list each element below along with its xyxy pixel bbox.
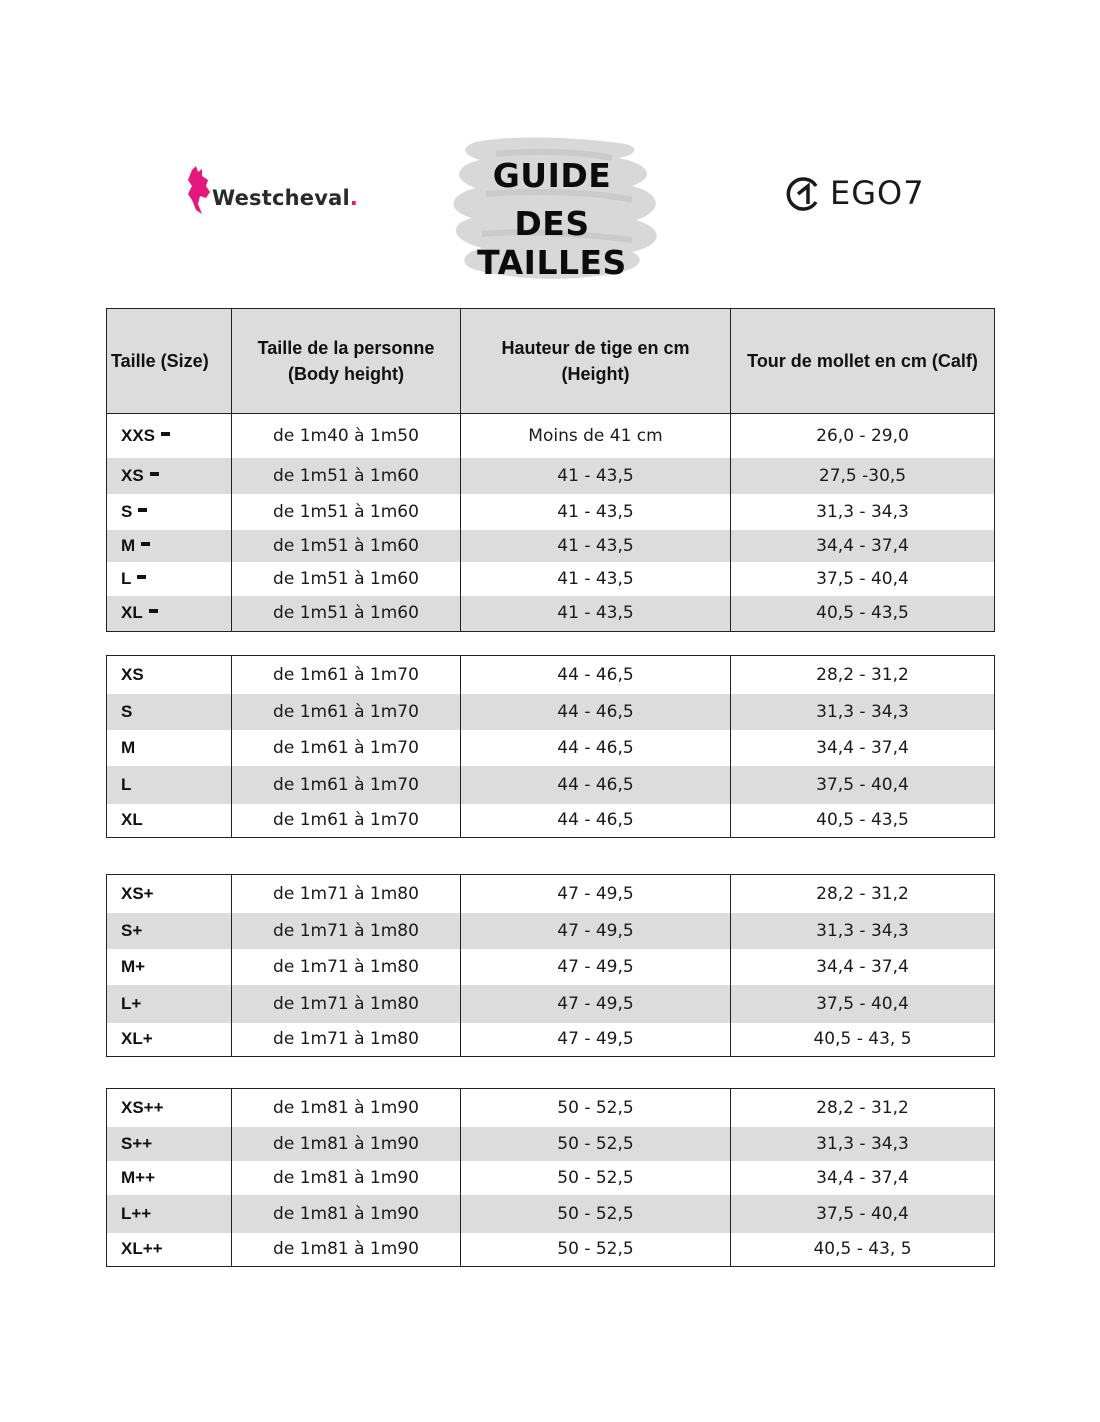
size-cell: S+ bbox=[107, 913, 232, 949]
size-table-group-3 bbox=[106, 874, 995, 1057]
size-cell: M+ bbox=[107, 949, 232, 985]
body-height-cell: de 1m71 à 1m80 bbox=[232, 875, 461, 913]
calf-cell: 34,4 - 37,4 bbox=[731, 730, 995, 766]
size-cell: XS bbox=[107, 656, 232, 694]
body-height-cell: de 1m81 à 1m90 bbox=[232, 1127, 461, 1161]
body-height-cell: de 1m51 à 1m60 bbox=[232, 596, 461, 632]
shaft-height-cell: 41 - 43,5 bbox=[461, 494, 731, 530]
westcheval-logo bbox=[186, 164, 359, 220]
table-row bbox=[107, 1233, 995, 1267]
shaft-height-cell: 44 - 46,5 bbox=[461, 656, 731, 694]
table-header-row bbox=[107, 309, 995, 414]
calf-cell: 31,3 - 34,3 bbox=[731, 913, 995, 949]
shaft-height-cell: 41 - 43,5 bbox=[461, 530, 731, 562]
shaft-height-cell: 50 - 52,5 bbox=[461, 1161, 731, 1195]
shaft-height-cell: 50 - 52,5 bbox=[461, 1089, 731, 1127]
shaft-height-cell: 47 - 49,5 bbox=[461, 949, 731, 985]
calf-cell: 37,5 - 40,4 bbox=[731, 985, 995, 1023]
column-header-calf: Tour de mollet en cm (Calf) bbox=[731, 309, 995, 414]
body-height-cell: de 1m51 à 1m60 bbox=[232, 494, 461, 530]
size-cell: XL bbox=[107, 804, 232, 838]
body-height-cell: de 1m61 à 1m70 bbox=[232, 656, 461, 694]
size-cell: XL++ bbox=[107, 1233, 232, 1267]
table-row bbox=[107, 494, 995, 530]
table-row bbox=[107, 458, 995, 494]
shaft-height-cell: 47 - 49,5 bbox=[461, 985, 731, 1023]
table-row bbox=[107, 985, 995, 1023]
size-table-group-1 bbox=[106, 308, 995, 632]
shaft-height-cell: 41 - 43,5 bbox=[461, 596, 731, 632]
calf-cell: 27,5 -30,5 bbox=[731, 458, 995, 494]
minus-icon bbox=[137, 575, 146, 579]
body-height-cell: de 1m81 à 1m90 bbox=[232, 1195, 461, 1233]
table-row bbox=[107, 1127, 995, 1161]
calf-cell: 31,3 - 34,3 bbox=[731, 694, 995, 730]
calf-cell: 40,5 - 43, 5 bbox=[731, 1233, 995, 1267]
title-line-1: GUIDE bbox=[492, 156, 612, 195]
calf-cell: 28,2 - 31,2 bbox=[731, 656, 995, 694]
body-height-cell: de 1m51 à 1m60 bbox=[232, 530, 461, 562]
minus-icon bbox=[161, 432, 170, 436]
table-row bbox=[107, 766, 995, 804]
calf-cell: 34,4 - 37,4 bbox=[731, 530, 995, 562]
calf-cell: 26,0 - 29,0 bbox=[731, 414, 995, 458]
size-cell: XL+ bbox=[107, 1023, 232, 1057]
shaft-height-cell: 44 - 46,5 bbox=[461, 730, 731, 766]
table-row bbox=[107, 1089, 995, 1127]
table-row bbox=[107, 875, 995, 913]
shaft-height-cell: 44 - 46,5 bbox=[461, 694, 731, 730]
column-header-size: Taille (Size) bbox=[107, 309, 232, 414]
body-height-cell: de 1m61 à 1m70 bbox=[232, 766, 461, 804]
shaft-height-cell: 47 - 49,5 bbox=[461, 1023, 731, 1057]
calf-cell: 40,5 - 43,5 bbox=[731, 804, 995, 838]
table-row bbox=[107, 913, 995, 949]
westcheval-wordmark: Westcheval. bbox=[212, 186, 359, 210]
body-height-cell: de 1m81 à 1m90 bbox=[232, 1089, 461, 1127]
calf-cell: 31,3 - 34,3 bbox=[731, 1127, 995, 1161]
body-height-cell: de 1m51 à 1m60 bbox=[232, 458, 461, 494]
calf-cell: 40,5 - 43,5 bbox=[731, 596, 995, 632]
calf-cell: 28,2 - 31,2 bbox=[731, 1089, 995, 1127]
size-cell: L++ bbox=[107, 1195, 232, 1233]
table-row bbox=[107, 804, 995, 838]
ego7-emblem-icon bbox=[786, 176, 822, 212]
minus-icon bbox=[149, 609, 158, 613]
table-row bbox=[107, 596, 995, 632]
body-height-cell: de 1m71 à 1m80 bbox=[232, 985, 461, 1023]
shaft-height-cell: 41 - 43,5 bbox=[461, 562, 731, 596]
shaft-height-cell: 44 - 46,5 bbox=[461, 766, 731, 804]
minus-icon bbox=[138, 508, 147, 512]
body-height-cell: de 1m61 à 1m70 bbox=[232, 694, 461, 730]
table-row bbox=[107, 1023, 995, 1057]
body-height-cell: de 1m51 à 1m60 bbox=[232, 562, 461, 596]
shaft-height-cell: 44 - 46,5 bbox=[461, 804, 731, 838]
size-cell: S++ bbox=[107, 1127, 232, 1161]
size-cell: S bbox=[107, 694, 232, 730]
body-height-cell: de 1m81 à 1m90 bbox=[232, 1233, 461, 1267]
calf-cell: 37,5 - 40,4 bbox=[731, 1195, 995, 1233]
size-cell: L bbox=[107, 562, 232, 596]
ego7-logo bbox=[786, 172, 926, 216]
ego7-wordmark: EGO7 bbox=[830, 174, 925, 212]
size-cell: XL bbox=[107, 596, 232, 632]
table-row bbox=[107, 730, 995, 766]
calf-cell: 31,3 - 34,3 bbox=[731, 494, 995, 530]
size-cell: M bbox=[107, 530, 232, 562]
size-cell: S bbox=[107, 494, 232, 530]
table-row bbox=[107, 414, 995, 458]
table-row bbox=[107, 562, 995, 596]
table-row bbox=[107, 949, 995, 985]
body-height-cell: de 1m71 à 1m80 bbox=[232, 949, 461, 985]
body-height-cell: de 1m61 à 1m70 bbox=[232, 804, 461, 838]
size-cell: XS bbox=[107, 458, 232, 494]
shaft-height-cell: 41 - 43,5 bbox=[461, 458, 731, 494]
table-row bbox=[107, 656, 995, 694]
body-height-cell: de 1m71 à 1m80 bbox=[232, 913, 461, 949]
shaft-height-cell: 47 - 49,5 bbox=[461, 875, 731, 913]
body-height-cell: de 1m40 à 1m50 bbox=[232, 414, 461, 458]
calf-cell: 28,2 - 31,2 bbox=[731, 875, 995, 913]
shaft-height-cell: 47 - 49,5 bbox=[461, 913, 731, 949]
size-cell: L+ bbox=[107, 985, 232, 1023]
page-title bbox=[436, 134, 668, 284]
calf-cell: 37,5 - 40,4 bbox=[731, 766, 995, 804]
size-cell: XS++ bbox=[107, 1089, 232, 1127]
shaft-height-cell: 50 - 52,5 bbox=[461, 1233, 731, 1267]
title-line-2: DES TAILLES bbox=[477, 204, 627, 282]
shaft-height-cell: 50 - 52,5 bbox=[461, 1195, 731, 1233]
size-table-group-4 bbox=[106, 1088, 995, 1267]
column-header-body-height: Taille de la personne (Body height) bbox=[232, 309, 461, 414]
calf-cell: 37,5 - 40,4 bbox=[731, 562, 995, 596]
body-height-cell: de 1m61 à 1m70 bbox=[232, 730, 461, 766]
table-row bbox=[107, 694, 995, 730]
size-cell: XS+ bbox=[107, 875, 232, 913]
size-table-group-2 bbox=[106, 655, 995, 838]
size-cell: XXS bbox=[107, 414, 232, 458]
size-cell: L bbox=[107, 766, 232, 804]
body-height-cell: de 1m81 à 1m90 bbox=[232, 1161, 461, 1195]
shaft-height-cell: Moins de 41 cm bbox=[461, 414, 731, 458]
shaft-height-cell: 50 - 52,5 bbox=[461, 1127, 731, 1161]
size-cell: M bbox=[107, 730, 232, 766]
column-header-shaft-height: Hauteur de tige en cm (Height) bbox=[461, 309, 731, 414]
size-cell: M++ bbox=[107, 1161, 232, 1195]
table-row bbox=[107, 1195, 995, 1233]
body-height-cell: de 1m71 à 1m80 bbox=[232, 1023, 461, 1057]
table-row bbox=[107, 530, 995, 562]
calf-cell: 34,4 - 37,4 bbox=[731, 949, 995, 985]
calf-cell: 40,5 - 43, 5 bbox=[731, 1023, 995, 1057]
minus-icon bbox=[141, 542, 150, 546]
table-row bbox=[107, 1161, 995, 1195]
minus-icon bbox=[150, 472, 159, 476]
calf-cell: 34,4 - 37,4 bbox=[731, 1161, 995, 1195]
